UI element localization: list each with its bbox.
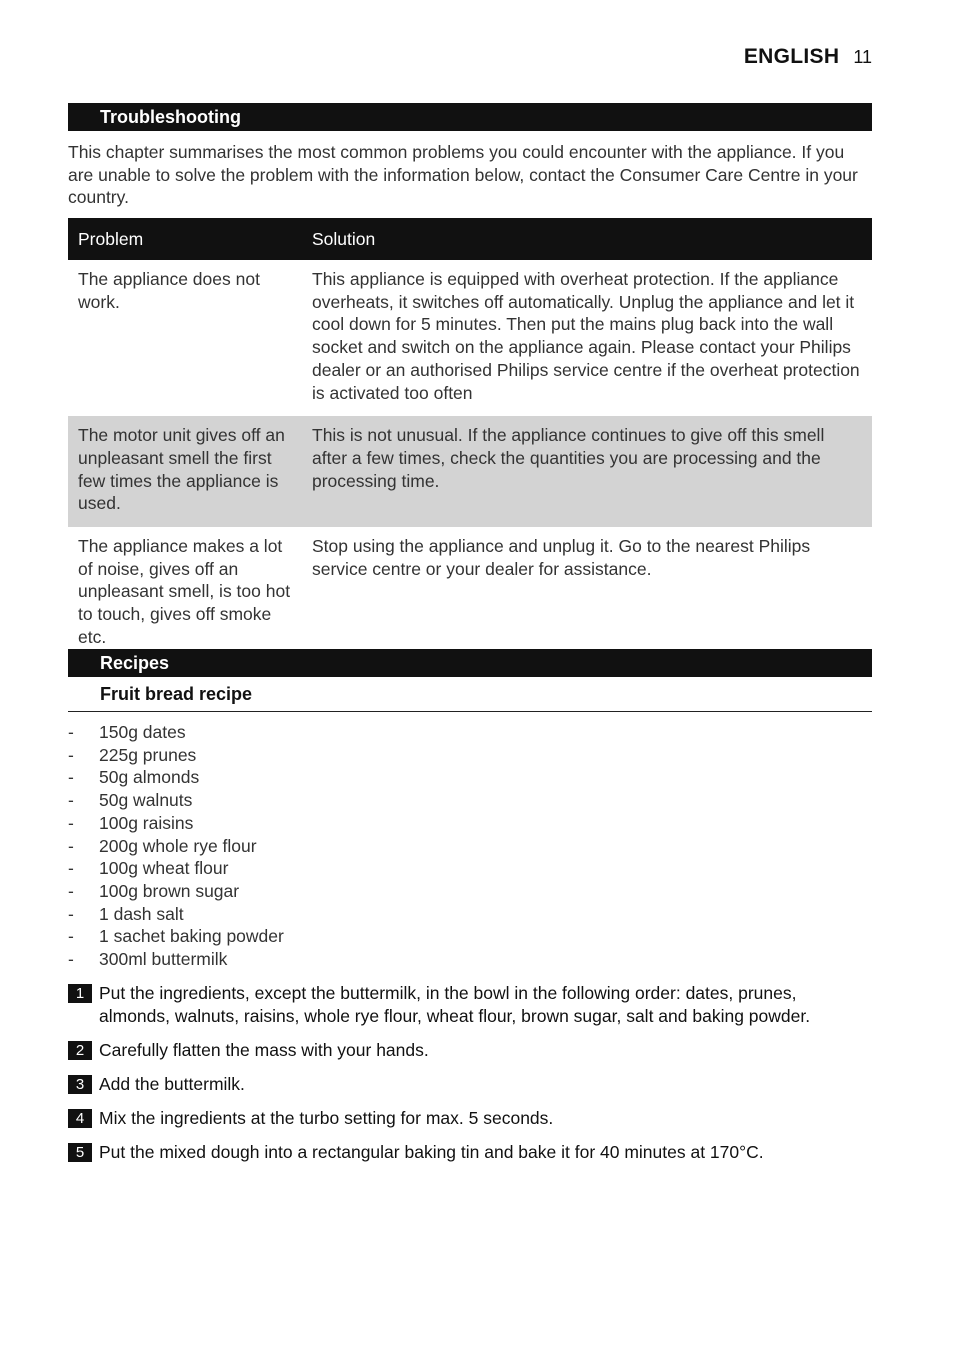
problem-cell: The appliance does not work. — [78, 269, 260, 312]
step-number-badge: 1 — [68, 984, 92, 1003]
ingredient-text: 50g walnuts — [99, 790, 193, 811]
list-item — [68, 721, 284, 744]
list-dash: - — [68, 767, 74, 788]
list-item — [68, 744, 284, 767]
step-text: Carefully flatten the mass with your hands. — [99, 1040, 429, 1060]
list-dash: - — [68, 880, 74, 901]
step-number-badge: 3 — [68, 1075, 92, 1094]
step-text: Add the buttermilk. — [99, 1074, 245, 1094]
table-row — [68, 416, 872, 527]
ingredient-text: 100g brown sugar — [99, 880, 240, 901]
troubleshooting-intro: This chapter summarises the most common problems you could encounter with the appliance. If you are unable to solve the problem with the information below, contact the Consumer Care Centre in your country. — [68, 142, 858, 208]
solution-cell: This appliance is equipped with overheat protection. If the appliance overheats, it switches off automatically. Unplug the appliance and let it cool down for 5 minutes. Then put the mains plug back into the wall socket and switch on the appliance again. Please contact your Philips dealer or an authorised Philips service centre if the overheat protection is activated too often — [312, 269, 860, 403]
list-dash: - — [68, 744, 74, 765]
step-item — [68, 1141, 869, 1164]
list-dash: - — [68, 903, 74, 924]
solution-cell: Stop using the appliance and unplug it. Go to the nearest Philips service centre or your dealer for assistance. — [312, 536, 811, 579]
list-dash: - — [68, 722, 74, 742]
column-header-solution: Solution — [302, 218, 872, 260]
list-dash: - — [68, 790, 74, 811]
list-dash: - — [68, 926, 74, 947]
ingredient-text: 200g whole rye flour — [99, 835, 257, 856]
solution-cell: This is not unusual. If the appliance continues to give off this smell after a few times, check the quantities you are processing and the processing time. — [302, 416, 872, 527]
column-header-problem: Problem — [68, 218, 302, 260]
list-dash: - — [68, 858, 74, 879]
table-row — [68, 260, 872, 416]
table-header-row — [68, 218, 872, 260]
ingredient-text: 1 sachet baking powder — [99, 926, 284, 947]
list-item — [68, 812, 284, 835]
list-item — [68, 789, 284, 812]
ingredient-text: 1 dash salt — [99, 903, 184, 924]
step-number-badge: 2 — [68, 1041, 92, 1060]
list-dash: - — [68, 835, 74, 856]
list-dash: - — [68, 812, 74, 833]
list-item — [68, 925, 284, 948]
step-text: Put the ingredients, except the buttermilk, in the bowl in the following order: dates, prunes, almonds, walnuts, raisins, whole rye flour, wheat flour, brown sugar, salt and baking powder. — [99, 983, 811, 1026]
ingredient-list — [68, 721, 284, 971]
ingredient-text: 100g raisins — [99, 812, 194, 833]
step-item — [68, 1039, 869, 1062]
troubleshooting-heading: Troubleshooting — [68, 103, 872, 131]
list-item — [68, 948, 284, 971]
list-item — [68, 857, 284, 880]
table-row — [68, 527, 872, 661]
step-number-badge: 5 — [68, 1143, 92, 1162]
problem-cell: The appliance makes a lot of noise, gives off an unpleasant smell, is too hot to touch, gives off smoke etc. — [78, 536, 291, 647]
language-label: ENGLISH — [743, 45, 840, 68]
ingredient-text: 225g prunes — [99, 744, 197, 765]
ingredient-text: 50g almonds — [99, 767, 200, 788]
page-number: 11 — [853, 47, 872, 67]
troubleshooting-table — [68, 218, 872, 661]
list-item — [68, 903, 284, 926]
step-item — [68, 1107, 869, 1130]
page-header — [744, 45, 872, 69]
list-dash: - — [68, 949, 74, 970]
ingredient-text: 100g wheat flour — [99, 858, 229, 879]
list-item — [68, 835, 284, 858]
list-item — [68, 880, 284, 903]
step-item — [68, 1073, 869, 1096]
ingredient-text: 300ml buttermilk — [99, 949, 228, 970]
problem-cell: The motor unit gives off an unpleasant smell the first few times the appliance is used. — [68, 416, 302, 527]
recipe-title: Fruit bread recipe — [68, 684, 872, 712]
step-text: Mix the ingredients at the turbo setting for max. 5 seconds. — [99, 1108, 554, 1128]
ingredient-text: 150g dates — [99, 722, 186, 742]
list-item — [68, 766, 284, 789]
step-text: Put the mixed dough into a rectangular baking tin and bake it for 40 minutes at 170°C. — [99, 1142, 764, 1162]
recipes-heading: Recipes — [68, 649, 872, 677]
step-item — [68, 982, 869, 1027]
step-number-badge: 4 — [68, 1109, 92, 1128]
